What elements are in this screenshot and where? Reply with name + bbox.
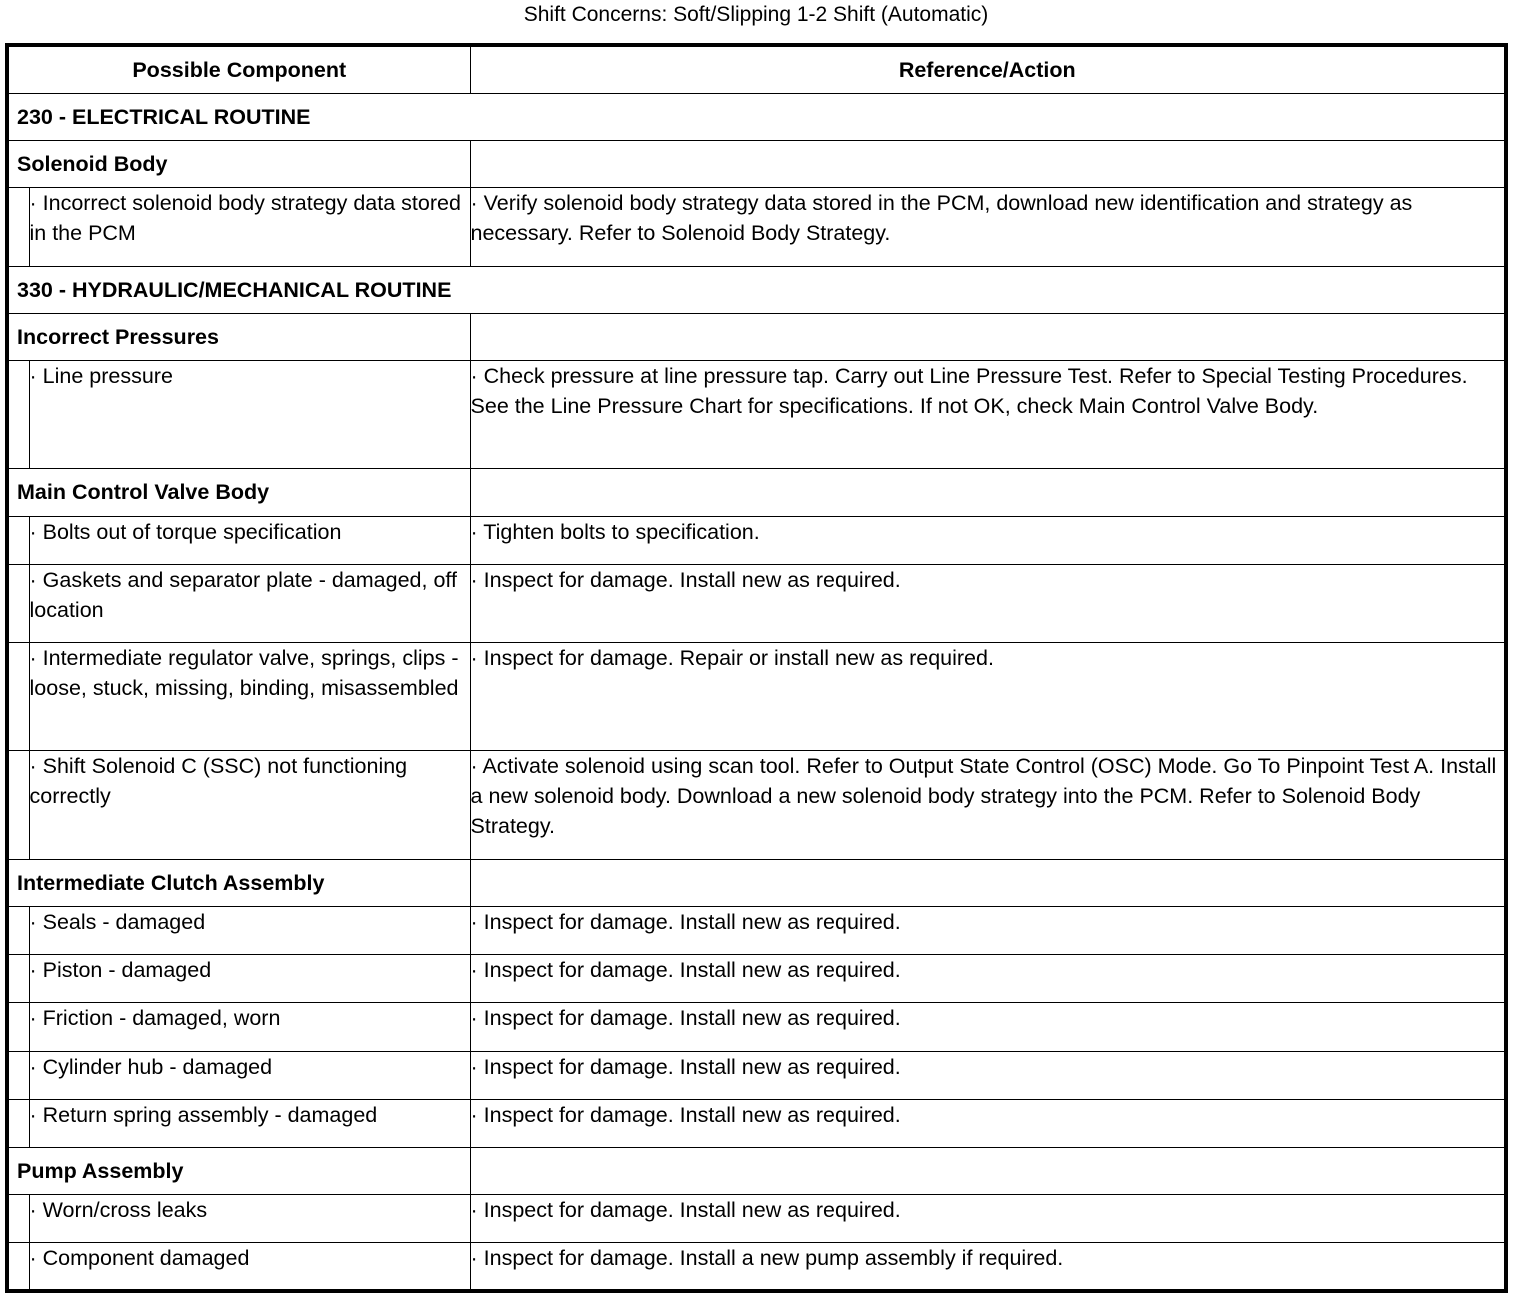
action-cell: · Inspect for damage. Install new as required. (470, 906, 1506, 954)
group-action-empty (470, 141, 1506, 188)
table-row (7, 1051, 1506, 1099)
component-cell: · Shift Solenoid C (SSC) not functioning correctly (29, 751, 470, 859)
table-row (7, 643, 1506, 751)
indent-cell (7, 564, 29, 642)
group-title: Pump Assembly (7, 1147, 470, 1194)
component-cell: · Worn/cross leaks (29, 1195, 470, 1243)
indent-cell (7, 360, 29, 468)
table-row (7, 188, 1506, 266)
indent-cell (7, 955, 29, 1003)
component-cell: · Friction - damaged, worn (29, 1003, 470, 1051)
indent-cell (7, 188, 29, 266)
table-row (7, 1099, 1506, 1147)
group-row (7, 141, 1506, 188)
table-row (7, 1195, 1506, 1243)
action-cell: · Inspect for damage. Install new as required. (470, 1003, 1506, 1051)
component-cell: · Line pressure (29, 360, 470, 468)
indent-cell (7, 1051, 29, 1099)
component-cell: · Return spring assembly - damaged (29, 1099, 470, 1147)
section-row (7, 266, 1506, 313)
component-cell: · Component damaged (29, 1243, 470, 1291)
section-row (7, 94, 1506, 141)
component-cell: · Cylinder hub - damaged (29, 1051, 470, 1099)
header-action: Reference/Action (470, 45, 1506, 94)
indent-cell (7, 906, 29, 954)
group-title: Incorrect Pressures (7, 313, 470, 360)
action-cell: · Inspect for damage. Install new as required. (470, 955, 1506, 1003)
section-title: 230 - ELECTRICAL ROUTINE (7, 94, 1506, 141)
table-row (7, 564, 1506, 642)
action-cell: · Inspect for damage. Install new as required. (470, 1195, 1506, 1243)
group-title: Intermediate Clutch Assembly (7, 859, 470, 906)
component-cell: · Piston - damaged (29, 955, 470, 1003)
group-row (7, 1147, 1506, 1194)
table-row (7, 955, 1506, 1003)
indent-cell (7, 751, 29, 859)
indent-cell (7, 643, 29, 751)
component-cell: · Incorrect solenoid body strategy data stored in the PCM (29, 188, 470, 266)
group-title: Main Control Valve Body (7, 469, 470, 516)
concerns-table (5, 43, 1508, 1293)
indent-cell (7, 1003, 29, 1051)
table-row (7, 360, 1506, 468)
group-row (7, 859, 1506, 906)
page-title: Shift Concerns: Soft/Slipping 1-2 Shift (Automatic) (523, 3, 989, 26)
action-cell: · Inspect for damage. Install new as required. (470, 564, 1506, 642)
group-action-empty (470, 469, 1506, 516)
action-cell: · Inspect for damage. Repair or install new as required. (470, 643, 1506, 751)
group-row (7, 469, 1506, 516)
group-title: Solenoid Body (7, 141, 470, 188)
component-cell: · Bolts out of torque specification (29, 516, 470, 564)
section-title: 330 - HYDRAULIC/MECHANICAL ROUTINE (7, 266, 1506, 313)
indent-cell (7, 1243, 29, 1291)
group-action-empty (470, 1147, 1506, 1194)
table-row (7, 751, 1506, 859)
group-action-empty (470, 313, 1506, 360)
action-cell: · Inspect for damage. Install a new pump assembly if required. (470, 1243, 1506, 1291)
indent-cell (7, 1195, 29, 1243)
table-row (7, 1003, 1506, 1051)
component-cell: · Gaskets and separator plate - damaged, off location (29, 564, 470, 642)
action-cell: · Activate solenoid using scan tool. Refer to Output State Control (OSC) Mode. Go To Pinpoint Test A. Install a new solenoid body. Download a new solenoid body strategy into the PCM. Refer to Solenoid Body Strategy. (470, 751, 1506, 859)
header-row (7, 45, 1506, 94)
component-cell: · Intermediate regulator valve, springs, clips - loose, stuck, missing, binding, misassembled (29, 643, 470, 751)
group-row (7, 313, 1506, 360)
indent-cell (7, 1099, 29, 1147)
header-component: Possible Component (7, 45, 470, 94)
action-cell: · Verify solenoid body strategy data stored in the PCM, download new identification and strategy as necessary. Refer to Solenoid Body Strategy. (470, 188, 1506, 266)
action-cell: · Inspect for damage. Install new as required. (470, 1099, 1506, 1147)
table-row (7, 1243, 1506, 1291)
action-cell: · Inspect for damage. Install new as required. (470, 1051, 1506, 1099)
group-action-empty (470, 859, 1506, 906)
indent-cell (7, 516, 29, 564)
table-row (7, 516, 1506, 564)
action-cell: · Tighten bolts to specification. (470, 516, 1506, 564)
action-cell: · Check pressure at line pressure tap. Carry out Line Pressure Test. Refer to Special Testing Procedures. See the Line Pressure Chart for specifications. If not OK, check Main Control Valve Body. (470, 360, 1506, 468)
table-row (7, 906, 1506, 954)
component-cell: · Seals - damaged (29, 906, 470, 954)
